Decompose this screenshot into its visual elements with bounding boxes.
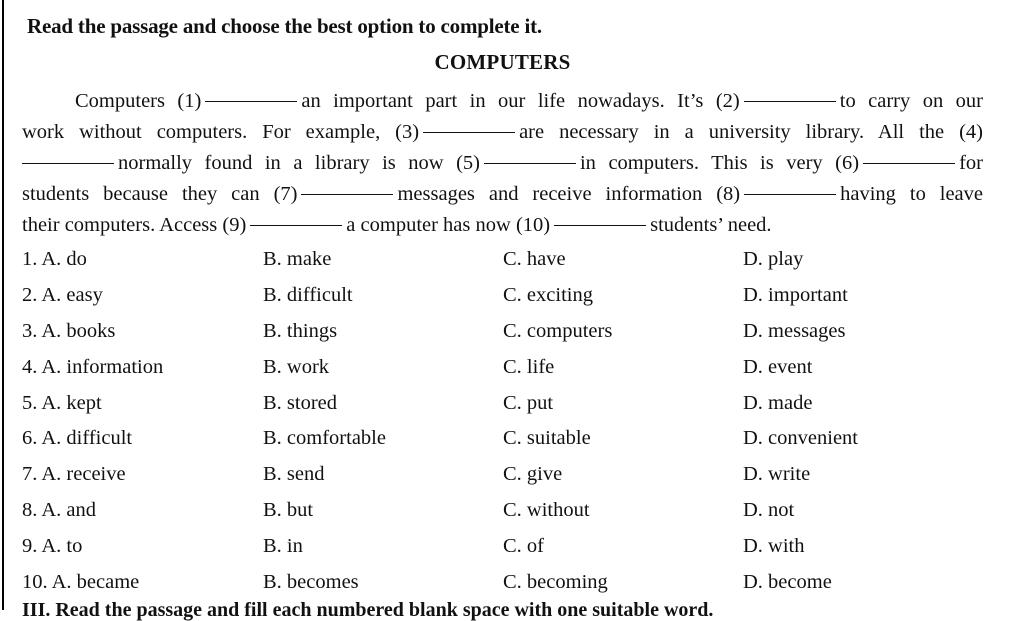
passage-text: normally found in a library is now (5) <box>118 152 480 174</box>
passage-line-5 <box>22 210 983 241</box>
blank-9 <box>250 224 342 226</box>
passage-text: having to leave <box>840 183 984 205</box>
option-c: C. computers <box>503 319 613 342</box>
question-row <box>22 423 1002 459</box>
passage-text: are necessary in a university library. All the (4) <box>519 121 984 143</box>
passage-text: their computers. Access (9) <box>22 214 247 236</box>
question-row <box>22 531 1002 567</box>
option-a: 4. A. information <box>22 355 164 378</box>
passage <box>22 86 983 241</box>
passage-text: Computers (1) <box>75 90 202 112</box>
question-row <box>22 459 1002 495</box>
passage-text: in computers. This is very (6) <box>579 152 860 174</box>
option-a: 2. A. easy <box>22 283 103 306</box>
passage-text: an important part in our life nowadays. It’s (2) <box>301 90 740 112</box>
option-c: C. suitable <box>503 427 591 450</box>
option-b: B. make <box>263 248 332 270</box>
option-a: 10. A. became <box>22 571 140 594</box>
next-section-heading-cutoff: III. Read the passage and fill each numbered blank space with one suitable word. <box>22 599 714 621</box>
question-row <box>22 352 1002 388</box>
option-d: D. play <box>743 248 804 270</box>
option-c: C. have <box>503 248 566 270</box>
blank-3 <box>423 131 515 133</box>
option-a: 5. A. kept <box>22 391 102 414</box>
option-d: D. become <box>743 571 832 594</box>
passage-line-4 <box>22 179 983 210</box>
option-b: B. comfortable <box>263 427 386 450</box>
option-d: D. convenient <box>743 427 858 450</box>
option-d: D. write <box>743 463 811 486</box>
option-c: C. without <box>503 499 590 522</box>
option-c: C. life <box>503 355 555 378</box>
option-a: 7. A. receive <box>22 463 126 486</box>
option-a: 3. A. books <box>22 319 116 342</box>
question-row <box>22 316 1002 352</box>
option-c: C. of <box>503 535 544 558</box>
passage-text: students’ need. <box>650 214 772 236</box>
page-border-left <box>2 0 4 610</box>
blank-8 <box>744 193 836 195</box>
passage-text: messages and receive information (8) <box>397 183 741 205</box>
passage-line-1 <box>22 86 983 117</box>
blank-10 <box>554 224 646 226</box>
question-row <box>22 388 1002 424</box>
option-a: 6. A. difficult <box>22 427 133 450</box>
option-c: C. put <box>503 391 554 414</box>
blank-7 <box>301 193 393 195</box>
option-b: B. becomes <box>263 571 359 594</box>
answer-options <box>22 244 1002 603</box>
option-a: 1. A. do <box>22 248 87 270</box>
option-d: D. made <box>743 391 813 414</box>
question-row <box>22 495 1002 531</box>
option-d: D. messages <box>743 319 846 342</box>
option-c: C. give <box>503 463 563 486</box>
option-c: C. becoming <box>503 571 608 594</box>
option-a: 9. A. to <box>22 535 83 558</box>
instruction-heading: Read the passage and choose the best option to complete it. <box>27 14 542 38</box>
passage-text: to carry on our <box>839 90 984 112</box>
question-row <box>22 280 1002 316</box>
option-b: B. in <box>263 535 303 558</box>
blank-5 <box>484 162 576 164</box>
option-a: 8. A. and <box>22 499 97 522</box>
option-c: C. exciting <box>503 283 593 306</box>
passage-line-2 <box>22 117 983 148</box>
option-b: B. stored <box>263 391 338 414</box>
option-d: D. not <box>743 499 795 522</box>
option-b: B. send <box>263 463 325 486</box>
option-d: D. with <box>743 535 805 558</box>
passage-line-3 <box>22 148 983 179</box>
option-b: B. work <box>263 355 330 378</box>
blank-1 <box>205 100 297 102</box>
option-b: B. things <box>263 319 338 342</box>
option-b: B. but <box>263 499 314 522</box>
option-b: B. difficult <box>263 283 353 306</box>
option-d: D. event <box>743 355 813 378</box>
blank-4 <box>22 162 114 164</box>
passage-text: work without computers. For example, (3) <box>22 121 420 143</box>
passage-text: students because they can (7) <box>22 183 298 205</box>
question-row <box>22 567 1002 603</box>
question-row <box>22 244 1002 280</box>
blank-6 <box>863 162 955 164</box>
passage-text: for <box>959 152 983 174</box>
passage-text: a computer has now (10) <box>346 214 551 236</box>
blank-2 <box>744 100 836 102</box>
option-d: D. important <box>743 283 848 306</box>
passage-title: COMPUTERS <box>434 50 571 74</box>
